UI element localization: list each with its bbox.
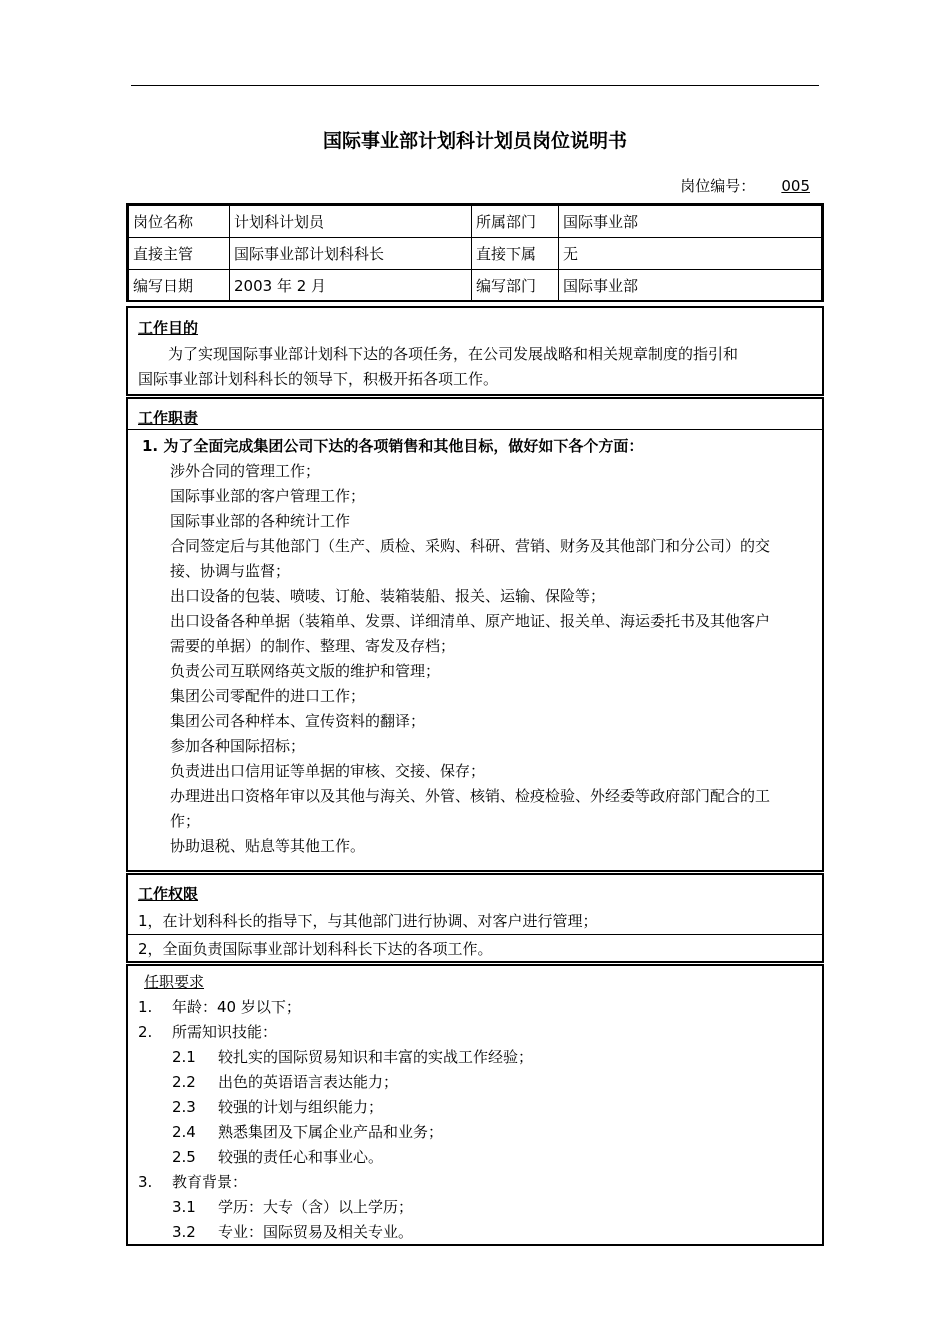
authority-item-1: 1，在计划科科长的指导下，与其他部门进行协调、对客户进行管理； bbox=[138, 912, 598, 930]
value-author-dept: 国际事业部 bbox=[559, 270, 822, 302]
table-row bbox=[129, 206, 822, 238]
req-education-item: 学历：大专（含）以上学历； bbox=[218, 1198, 414, 1216]
section-title: 工作目的 bbox=[138, 319, 199, 337]
label-subordinates: 直接下属 bbox=[472, 238, 559, 270]
req-sub-number: 3.1 bbox=[172, 1198, 196, 1216]
section-title: 工作权限 bbox=[138, 885, 199, 903]
value-position-name: 计划科计划员 bbox=[230, 206, 472, 238]
section-purpose bbox=[126, 306, 824, 396]
divider bbox=[128, 934, 822, 935]
req-sub-number: 2.4 bbox=[172, 1123, 196, 1141]
req-education: 教育背景： bbox=[172, 1173, 248, 1191]
label-department: 所属部门 bbox=[472, 206, 559, 238]
req-age: 年龄：40 岁以下； bbox=[172, 998, 301, 1016]
info-table bbox=[126, 203, 824, 302]
req-skill-item: 较强的计划与组织能力； bbox=[218, 1098, 384, 1116]
duties-heading: 1. 为了全面完成集团公司下达的各项销售和其他目标，做好如下各个方面： bbox=[142, 437, 644, 455]
req-skill-item: 熟悉集团及下属企业产品和业务； bbox=[218, 1123, 444, 1141]
req-education-item: 专业：国际贸易及相关专业。 bbox=[218, 1223, 414, 1241]
req-skills: 所需知识技能： bbox=[172, 1023, 278, 1041]
value-supervisor: 国际事业部计划科科长 bbox=[230, 238, 472, 270]
position-code bbox=[680, 175, 810, 196]
purpose-text bbox=[138, 342, 814, 367]
purpose-line-1: 为了实现国际事业部计划科下达的各项任务，在公司发展战略和相关规章制度的指引和 bbox=[168, 345, 739, 363]
value-date: 2003 年 2 月 bbox=[230, 270, 472, 302]
req-skill-item: 较扎实的国际贸易知识和丰富的实战工作经验； bbox=[218, 1048, 534, 1066]
req-skill-item: 出色的英语语言表达能力； bbox=[218, 1073, 399, 1091]
req-sub-number: 2.1 bbox=[172, 1048, 196, 1066]
req-number: 1. bbox=[138, 998, 153, 1016]
req-number: 3. bbox=[138, 1173, 153, 1191]
purpose-line-2: 国际事业部计划科科长的领导下，积极开拓各项工作。 bbox=[138, 370, 499, 388]
header-rule bbox=[131, 85, 819, 86]
label-supervisor: 直接主管 bbox=[129, 238, 230, 270]
label-position-name: 岗位名称 bbox=[129, 206, 230, 238]
divider bbox=[128, 429, 822, 430]
section-authority bbox=[126, 873, 824, 963]
section-title: 工作职责 bbox=[138, 409, 199, 427]
req-number: 2. bbox=[138, 1023, 153, 1041]
table-row bbox=[129, 238, 822, 270]
req-skill-item: 较强的责任心和事业心。 bbox=[218, 1148, 384, 1166]
label-date: 编写日期 bbox=[129, 270, 230, 302]
req-sub-number: 2.5 bbox=[172, 1148, 196, 1166]
section-duties: 工作职责 1. 为了全面完成集团公司下达的各项销售和其他目标，做好如下各个方面： 涉外合同的管理工作； 国际事业部的客户管理工作； 国际事业部的各种统计工作 合同签定后与其他部门（生产、质检、采购、科研、营销、财务及其他部门和分公司）的交 接、协调与监督； 出口设备的包装、喷唛、订舱、装箱装船、报关、运输、保险等； 出口设备各种单据（装箱单、发票、详细清单、原产地证、报关单、海运委托书及其他客户 需要的单据）的制作、整理、寄发及存档； 负责公司互联网络英文版的维护和管理； 集团公司零配件的进口工作； 集团公司各种样本、宣传资料的翻译； 参加各种国际招标； 负责进出口信用证等单据的审核、交接、保存； 办理进出口资格年审以及其他与海关、外管、核销、检疫检验、外经委等政府部门配合的工 作； 协助退税、贴息等其他工作。 bbox=[126, 397, 824, 872]
table-row bbox=[129, 270, 822, 302]
section-title: 任职要求 bbox=[144, 973, 205, 991]
req-sub-number: 2.3 bbox=[172, 1098, 196, 1116]
value-department: 国际事业部 bbox=[559, 206, 822, 238]
req-sub-number: 2.2 bbox=[172, 1073, 196, 1091]
authority-item-2: 2，全面负责国际事业部计划科科长下达的各项工作。 bbox=[138, 940, 493, 958]
purpose-text-2 bbox=[138, 367, 814, 392]
req-sub-number: 3.2 bbox=[172, 1223, 196, 1241]
section-requirements bbox=[126, 964, 824, 1246]
position-code-label: 岗位编号： bbox=[680, 177, 756, 195]
position-code-value: 005 bbox=[781, 177, 810, 195]
label-author-dept: 编写部门 bbox=[472, 270, 559, 302]
document-title: 国际事业部计划科计划员岗位说明书 bbox=[322, 130, 627, 152]
value-subordinates: 无 bbox=[559, 238, 822, 270]
